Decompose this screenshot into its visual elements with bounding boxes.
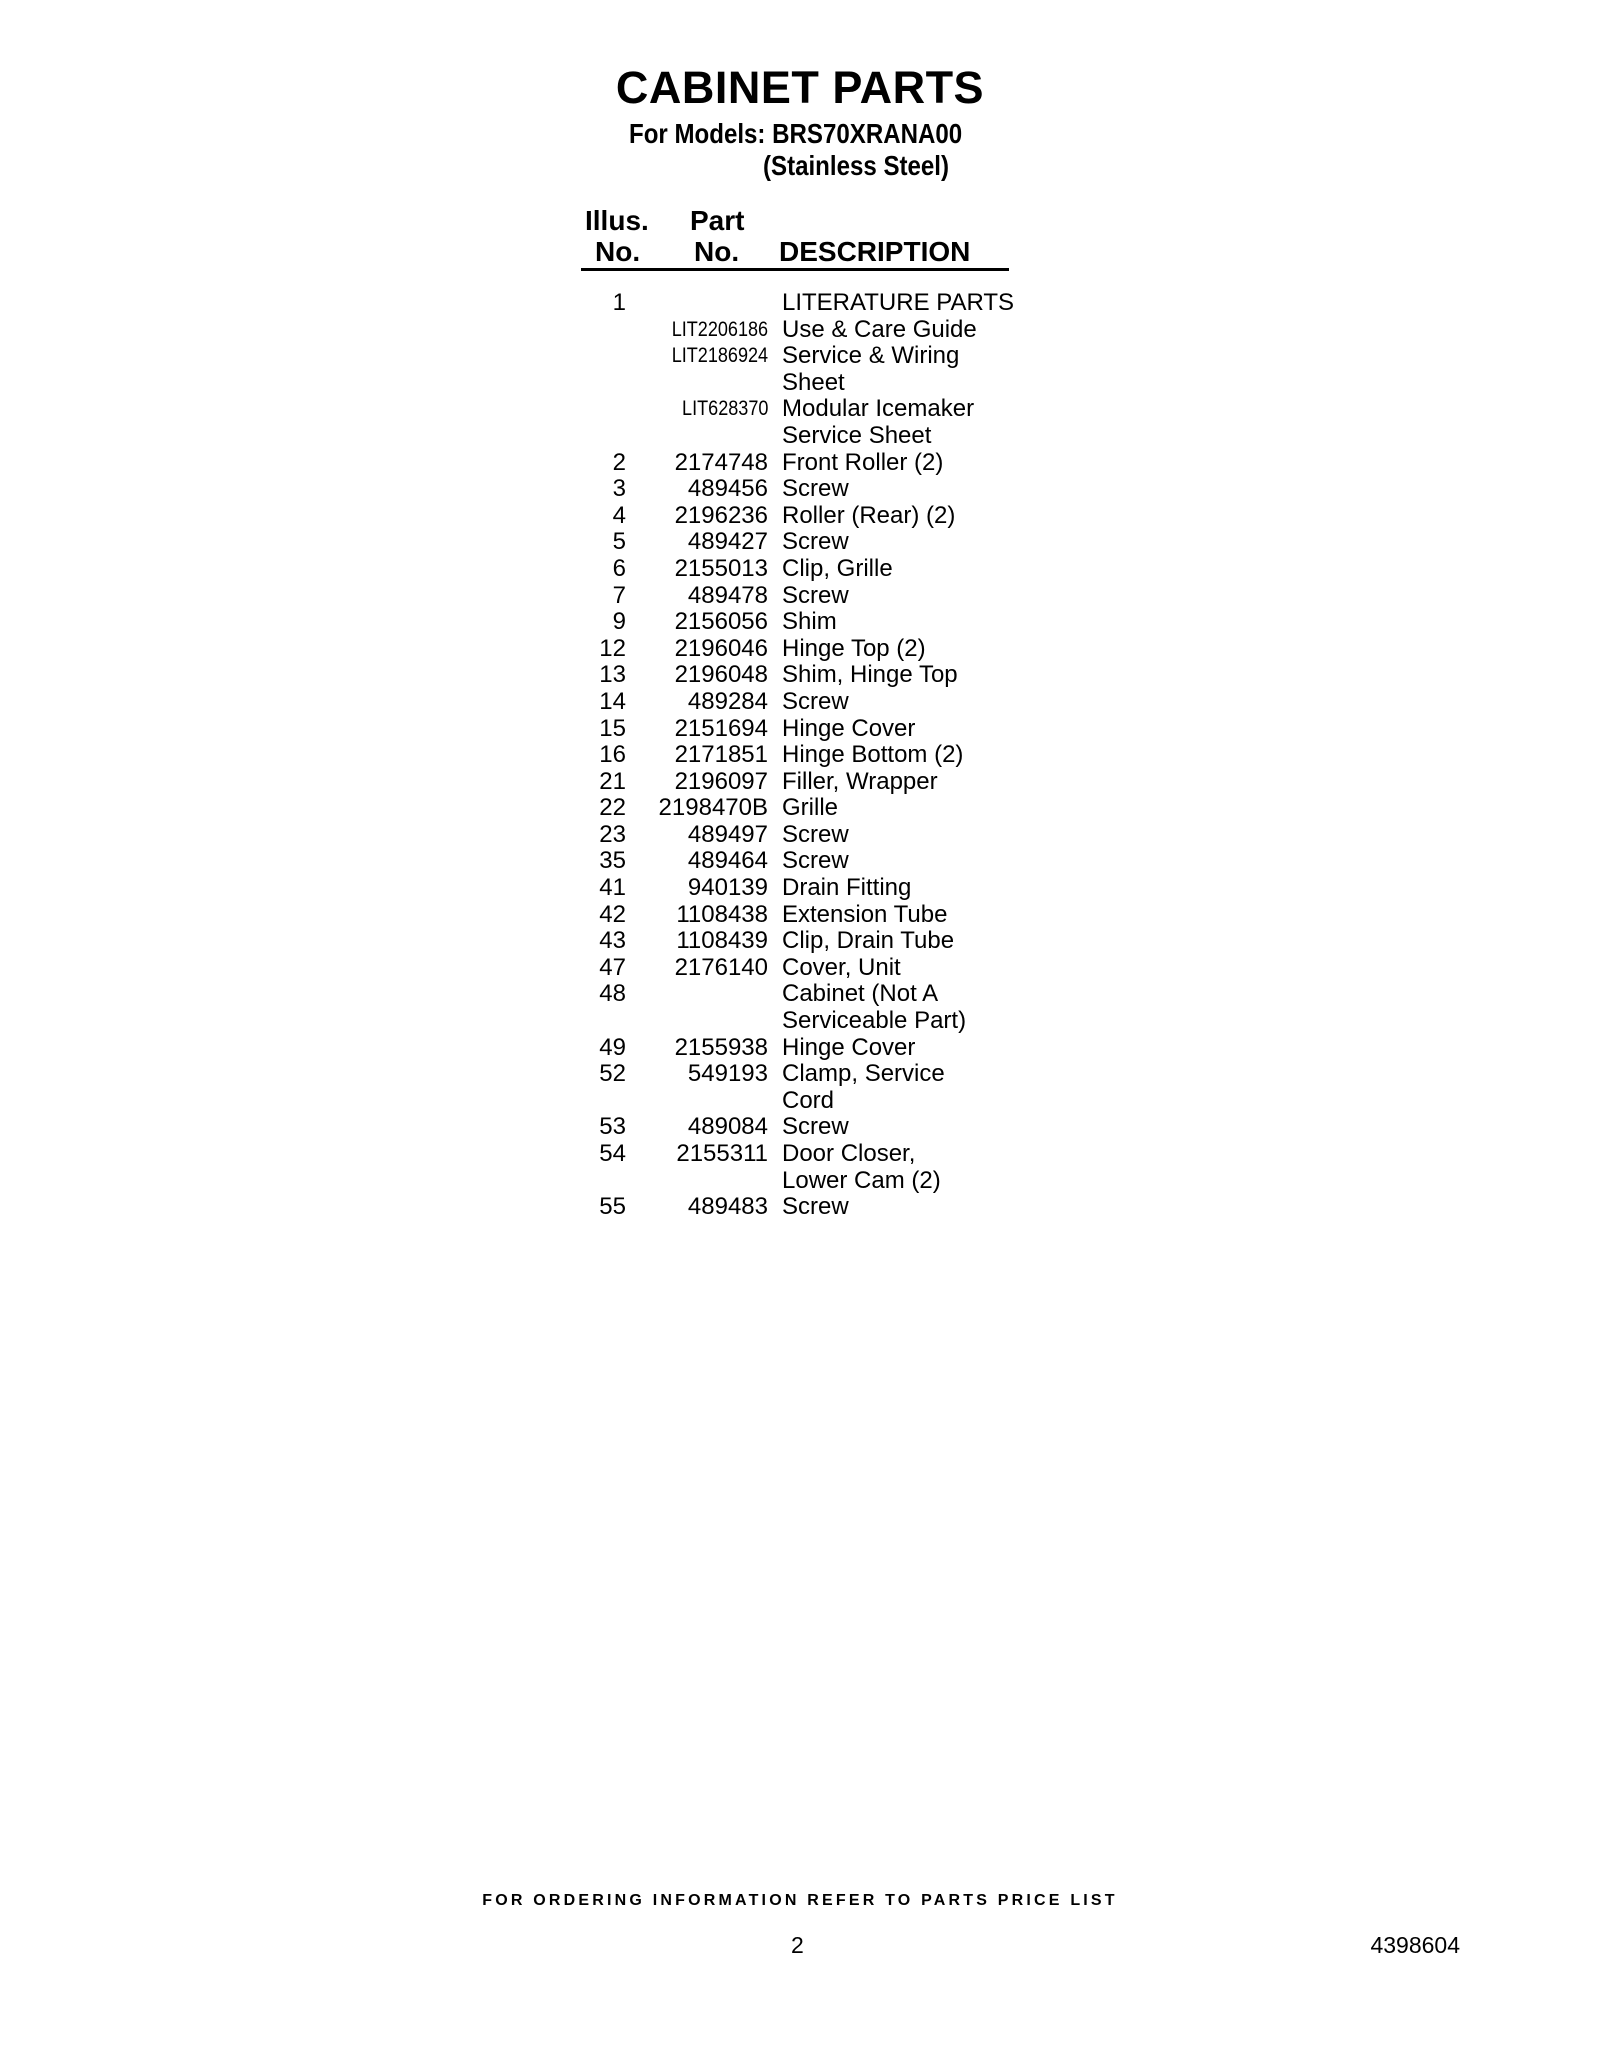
part-description: Use & Care Guide <box>782 315 977 343</box>
illus-number: 1 <box>612 289 626 316</box>
table-row <box>0 981 1600 1008</box>
illus-number: 35 <box>599 847 626 875</box>
table-row <box>0 1035 1600 1062</box>
part-description: Service Sheet <box>782 421 932 449</box>
part-number: 2156056 <box>674 608 768 636</box>
part-number: 2196048 <box>674 661 768 689</box>
part-number: 2155013 <box>674 554 768 582</box>
part-number: 489427 <box>687 528 768 556</box>
part-description: Screw <box>782 820 849 848</box>
part-description: Cabinet (Not A <box>782 980 939 1008</box>
table-row <box>0 928 1600 955</box>
illus-number: 23 <box>599 820 626 848</box>
illus-number: 15 <box>599 714 626 742</box>
part-number: 940139 <box>687 874 768 902</box>
part-description: Extension Tube <box>782 900 948 928</box>
part-description: Modular Icemaker <box>782 395 975 423</box>
illus-number: 3 <box>612 475 626 503</box>
illus-number: 42 <box>599 900 626 928</box>
part-number: LIT628370 <box>681 397 768 421</box>
illus-number: 7 <box>612 581 626 609</box>
page-number: 2 <box>791 1932 804 1958</box>
table-row <box>0 1088 1600 1115</box>
table-row <box>0 396 1600 423</box>
table-row <box>0 875 1600 902</box>
table-row <box>0 450 1600 477</box>
part-number: 2171851 <box>674 741 768 769</box>
illus-number: 55 <box>599 1193 626 1221</box>
part-description: Hinge Bottom (2) <box>782 741 964 769</box>
table-row <box>0 609 1600 636</box>
table-row <box>0 1114 1600 1141</box>
table-row <box>0 503 1600 530</box>
part-description: Cord <box>782 1086 835 1114</box>
table-row <box>0 848 1600 875</box>
table-row <box>0 902 1600 929</box>
part-description: Service & Wiring <box>782 342 960 370</box>
part-number: 489478 <box>687 581 768 609</box>
illus-number: 2 <box>612 448 626 476</box>
ordering-note: FOR ORDERING INFORMATION REFER TO PARTS PRICE LIST <box>482 1892 1118 1909</box>
table-row <box>0 955 1600 982</box>
illus-number: 48 <box>599 980 626 1008</box>
part-number: 2196097 <box>674 767 768 795</box>
table-row <box>0 662 1600 689</box>
illus-number: 49 <box>599 1033 626 1061</box>
part-description: Hinge Cover <box>782 1033 916 1061</box>
table-row <box>0 583 1600 610</box>
table-row <box>0 769 1600 796</box>
part-number: 489456 <box>687 475 768 503</box>
part-number: 2151694 <box>674 714 768 742</box>
table-row <box>0 689 1600 716</box>
table-row <box>0 317 1600 344</box>
illus-number: 9 <box>612 608 626 636</box>
column-header-illus-bottom: No. <box>595 236 641 267</box>
part-number: 489084 <box>687 1113 768 1141</box>
table-row <box>0 1061 1600 1088</box>
part-number: 489464 <box>687 847 768 875</box>
table-row <box>0 476 1600 503</box>
part-description: Shim <box>782 608 837 636</box>
part-description: Shim, Hinge Top <box>782 661 958 689</box>
part-description: Roller (Rear) (2) <box>782 501 956 529</box>
table-row <box>0 1194 1600 1221</box>
part-description: Cover, Unit <box>782 953 901 981</box>
illus-number: 53 <box>599 1113 626 1141</box>
part-number: 489497 <box>687 820 768 848</box>
illus-number: 21 <box>599 767 626 795</box>
part-number: LIT2206186 <box>671 317 768 341</box>
illus-number: 43 <box>599 927 626 955</box>
part-description: Door Closer, <box>782 1140 916 1167</box>
column-header-illus-top: Illus. <box>585 205 649 236</box>
part-description: Clamp, Service <box>782 1060 945 1088</box>
column-header-part-bottom: No. <box>694 236 740 267</box>
part-number: 2174748 <box>674 448 768 476</box>
part-description: Hinge Cover <box>782 714 916 742</box>
header-rule <box>581 268 1009 271</box>
part-number: 2176140 <box>674 953 768 981</box>
part-description: Drain Fitting <box>782 874 912 902</box>
table-row <box>0 529 1600 556</box>
table-row <box>0 423 1600 450</box>
part-description: Clip, Drain Tube <box>782 927 955 955</box>
part-description: Screw <box>782 581 849 609</box>
part-number: 1108439 <box>676 927 768 955</box>
part-description: LITERATURE PARTS <box>782 289 1015 316</box>
illus-number: 5 <box>612 528 626 556</box>
table-row <box>0 822 1600 849</box>
table-row <box>0 1141 1600 1168</box>
part-description: Screw <box>782 475 849 503</box>
illus-number: 54 <box>599 1140 626 1167</box>
column-header-part-top: Part <box>690 205 745 236</box>
part-description: Screw <box>782 687 849 715</box>
part-description: Front Roller (2) <box>782 448 944 476</box>
part-description: Serviceable Part) <box>782 1007 967 1035</box>
part-description: Hinge Top (2) <box>782 634 926 662</box>
parts-list <box>0 290 1600 1221</box>
part-number: 1108438 <box>676 900 768 928</box>
illus-number: 47 <box>599 953 626 981</box>
table-row <box>0 370 1600 397</box>
part-number: 489483 <box>687 1193 768 1221</box>
models-line: For Models: BRS70XRANA00 <box>629 118 963 149</box>
table-row <box>0 1168 1600 1195</box>
table-row <box>0 716 1600 743</box>
part-description: Screw <box>782 1113 849 1141</box>
part-number: 2155938 <box>674 1033 768 1061</box>
part-description: Clip, Grille <box>782 554 893 582</box>
part-number: 489284 <box>687 687 768 715</box>
part-number: 2198470B <box>658 794 768 822</box>
illus-number: 22 <box>599 794 626 822</box>
finish-line: (Stainless Steel) <box>763 150 950 181</box>
table-row <box>0 343 1600 370</box>
table-row <box>0 636 1600 663</box>
table-row <box>0 795 1600 822</box>
part-number: LIT2186924 <box>671 344 768 368</box>
page-title: CABINET PARTS <box>615 62 985 113</box>
illus-number: 14 <box>599 687 626 715</box>
table-row <box>0 290 1600 317</box>
part-number: 2196046 <box>674 634 768 662</box>
table-row <box>0 1008 1600 1035</box>
part-description: Screw <box>782 1193 849 1221</box>
illus-number: 16 <box>599 741 626 769</box>
illus-number: 52 <box>599 1060 626 1088</box>
illus-number: 41 <box>599 874 626 902</box>
part-description: Lower Cam (2) <box>782 1166 941 1194</box>
part-description: Sheet <box>782 368 845 396</box>
illus-number: 4 <box>612 501 626 529</box>
illus-number: 13 <box>599 661 626 689</box>
document-number: 4398604 <box>1370 1932 1460 1958</box>
table-row <box>0 742 1600 769</box>
part-description: Screw <box>782 528 849 556</box>
part-description: Screw <box>782 847 849 875</box>
table-row <box>0 556 1600 583</box>
part-number: 549193 <box>687 1060 768 1088</box>
part-number: 2155311 <box>676 1140 768 1167</box>
column-header-description: DESCRIPTION <box>779 236 971 267</box>
part-description: Grille <box>782 794 839 822</box>
illus-number: 6 <box>612 554 626 582</box>
part-number: 2196236 <box>674 501 768 529</box>
part-description: Filler, Wrapper <box>782 767 938 795</box>
illus-number: 12 <box>599 634 626 662</box>
